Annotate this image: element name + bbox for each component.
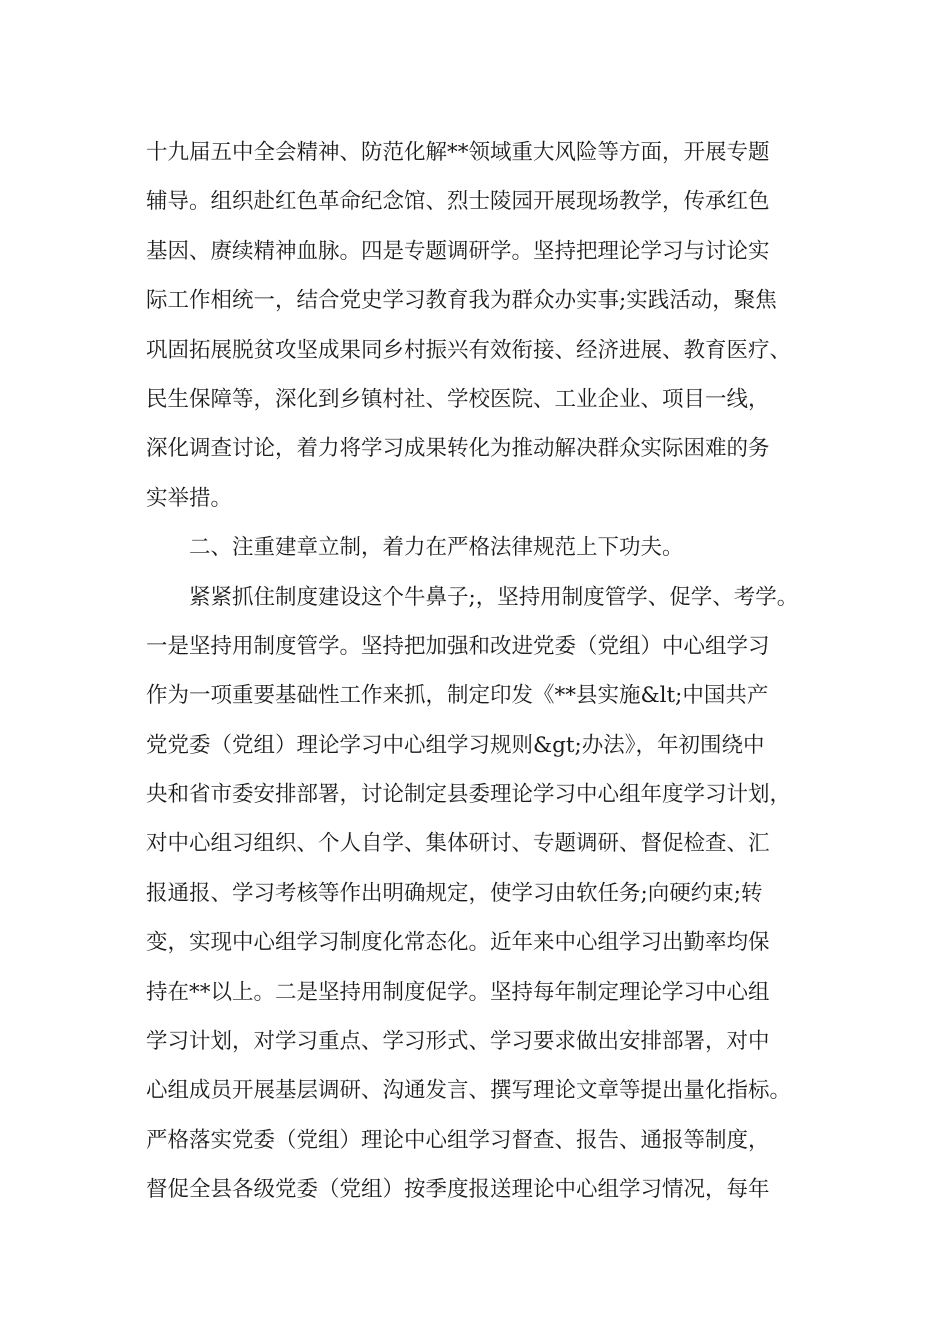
text-line: 持在**以上。二是坚持用制度促学。坚持每年制定理论学习中心组 <box>146 979 770 1005</box>
text-line: 对中心组习组织、个人自学、集体研讨、专题调研、督促检查、汇 <box>146 831 770 857</box>
text-line: 心组成员开展基层调研、沟通发言、撰写理论文章等提出量化指标。 <box>146 1078 792 1104</box>
text-line: 实举措。 <box>146 485 233 511</box>
text-line: 学习计划，对学习重点、学习形式、学习要求做出安排部署，对中 <box>146 1029 770 1055</box>
text-line: 作为一项重要基础性工作来抓，制定印发《**县实施&lt;中国共产 <box>146 683 769 709</box>
text-line: 央和省市委安排部署，讨论制定县委理论学习中心组年度学习计划， <box>146 782 792 808</box>
text-line: 报通报、学习考核等作出明确规定，使学习由软任务;向硬约束;转 <box>146 880 763 906</box>
text-line: 民生保障等，深化到乡镇村社、学校医院、工业企业、项目一线， <box>146 386 770 412</box>
text-line: 变，实现中心组学习制度化常态化。近年来中心组学习出勤率均保 <box>146 930 770 956</box>
text-line: 际工作相统一，结合党史学习教育我为群众办实事;实践活动，聚焦 <box>146 288 777 314</box>
text-line: 党党委（党组）理论学习中心组学习规则&gt;办法》，年初围绕中 <box>146 732 765 758</box>
text-line: 一是坚持用制度管学。坚持把加强和改进党委（党组）中心组学习 <box>146 633 770 659</box>
text-line: 严格落实党委（党组）理论中心组学习督查、报告、通报等制度， <box>146 1127 770 1153</box>
text-line: 巩固拓展脱贫攻坚成果同乡村振兴有效衔接、经济进展、教育医疗、 <box>146 337 792 363</box>
text-line: 基因、赓续精神血脉。四是专题调研学。坚持把理论学习与讨论实 <box>146 238 770 264</box>
text-line: 督促全县各级党委（党组）按季度报送理论中心组学习情况，每年 <box>146 1177 770 1203</box>
text-line: 深化调查讨论，着力将学习成果转化为推动解决群众实际困难的务 <box>146 436 770 462</box>
paragraph-first-line: 紧紧抓住制度建设这个牛鼻子;，坚持用制度管学、促学、考学。 <box>189 584 799 610</box>
paragraph-first-line: 二、注重建章立制，着力在严格法律规范上下功夫。 <box>189 535 684 561</box>
text-line: 十九届五中全会精神、防范化解**领域重大风险等方面，开展专题 <box>146 140 770 165</box>
text-line: 辅导。组织赴红色革命纪念馆、烈士陵园开展现场教学，传承红色 <box>146 189 770 215</box>
document-body <box>146 128 836 1215</box>
